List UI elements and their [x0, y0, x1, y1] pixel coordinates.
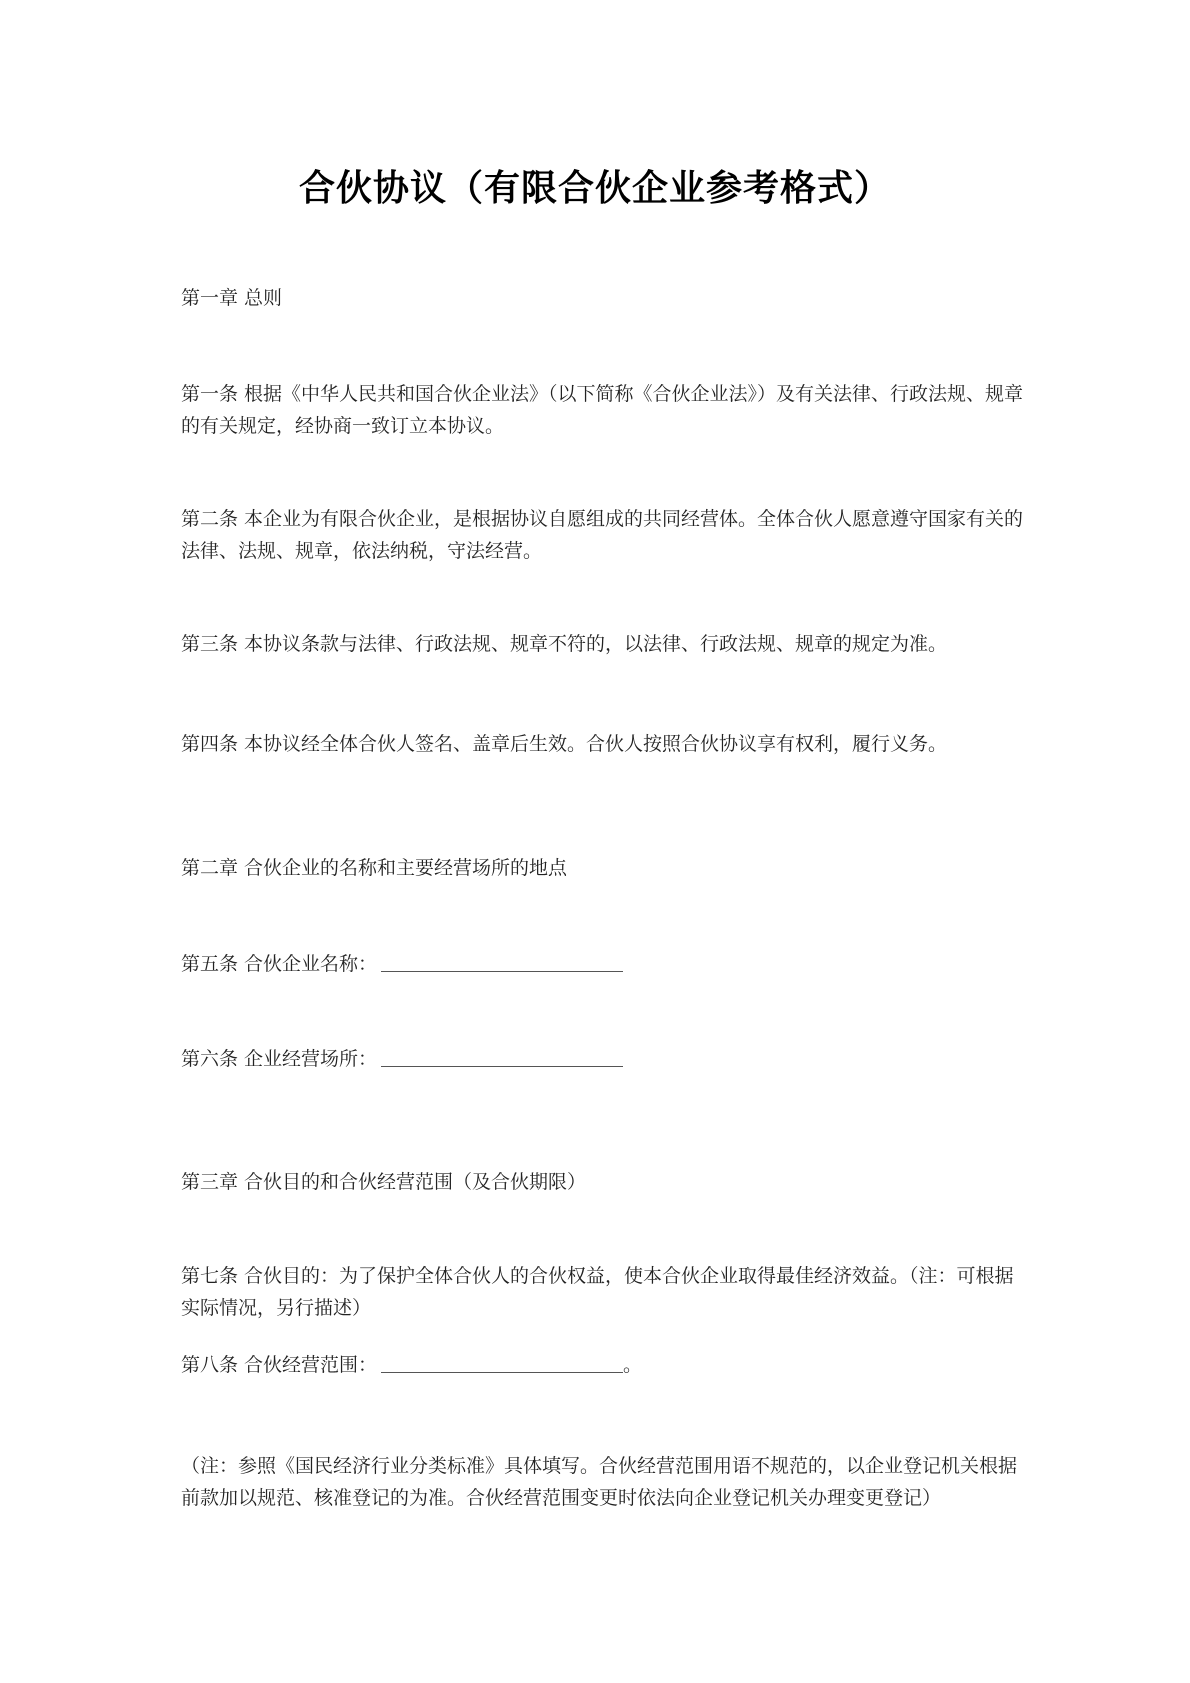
- business-premises-blank[interactable]: [381, 1046, 623, 1067]
- article-4: 第四条 本协议经全体合伙人签名、盖章后生效。合伙人按照合伙协议享有权利，履行义务。: [181, 733, 948, 755]
- chapter-2-heading: 第二章 合伙企业的名称和主要经营场所的地点: [181, 857, 568, 879]
- business-scope-blank[interactable]: [381, 1352, 623, 1373]
- document-title: 合伙协议（有限合伙企业参考格式）: [298, 168, 891, 209]
- article-5-label: 第五条 合伙企业名称：: [181, 953, 378, 975]
- article-1: 第一条 根据《中华人民共和国合伙企业法》（以下简称《合伙企业法》）及有关法律、行政法规、规章的有关规定，经协商一致订立本协议。: [181, 383, 1024, 437]
- article-5: [181, 948, 1031, 980]
- article-6: [181, 1043, 1031, 1075]
- article-8: [181, 1349, 1031, 1381]
- chapter-1-heading: 第一章 总则: [181, 287, 283, 309]
- note-paragraph: （注：参照《国民经济行业分类标准》具体填写。合伙经营范围用语不规范的，以企业登记机关根据前款加以规范、核准登记的为准。合伙经营范围变更时依法向企业登记机关办理变更登记）: [181, 1455, 1018, 1509]
- article-3: 第三条 本协议条款与法律、行政法规、规章不符的，以法律、行政法规、规章的规定为准。: [181, 633, 948, 655]
- article-6-label: 第六条 企业经营场所：: [181, 1048, 378, 1070]
- enterprise-name-blank[interactable]: [381, 951, 623, 972]
- article-7: 第七条 合伙目的：为了保护全体合伙人的合伙权益，使本合伙企业取得最佳经济效益。（注：可根据实际情况，另行描述）: [181, 1265, 1014, 1319]
- article-2: 第二条 本企业为有限合伙企业，是根据协议自愿组成的共同经营体。全体合伙人愿意遵守国家有关的法律、法规、规章，依法纳税，守法经营。: [181, 508, 1024, 562]
- article-8-label: 第八条 合伙经营范围：: [181, 1354, 378, 1376]
- chapter-3-heading: 第三章 合伙目的和合伙经营范围（及合伙期限）: [181, 1171, 587, 1193]
- article-8-suffix: 。: [623, 1354, 643, 1376]
